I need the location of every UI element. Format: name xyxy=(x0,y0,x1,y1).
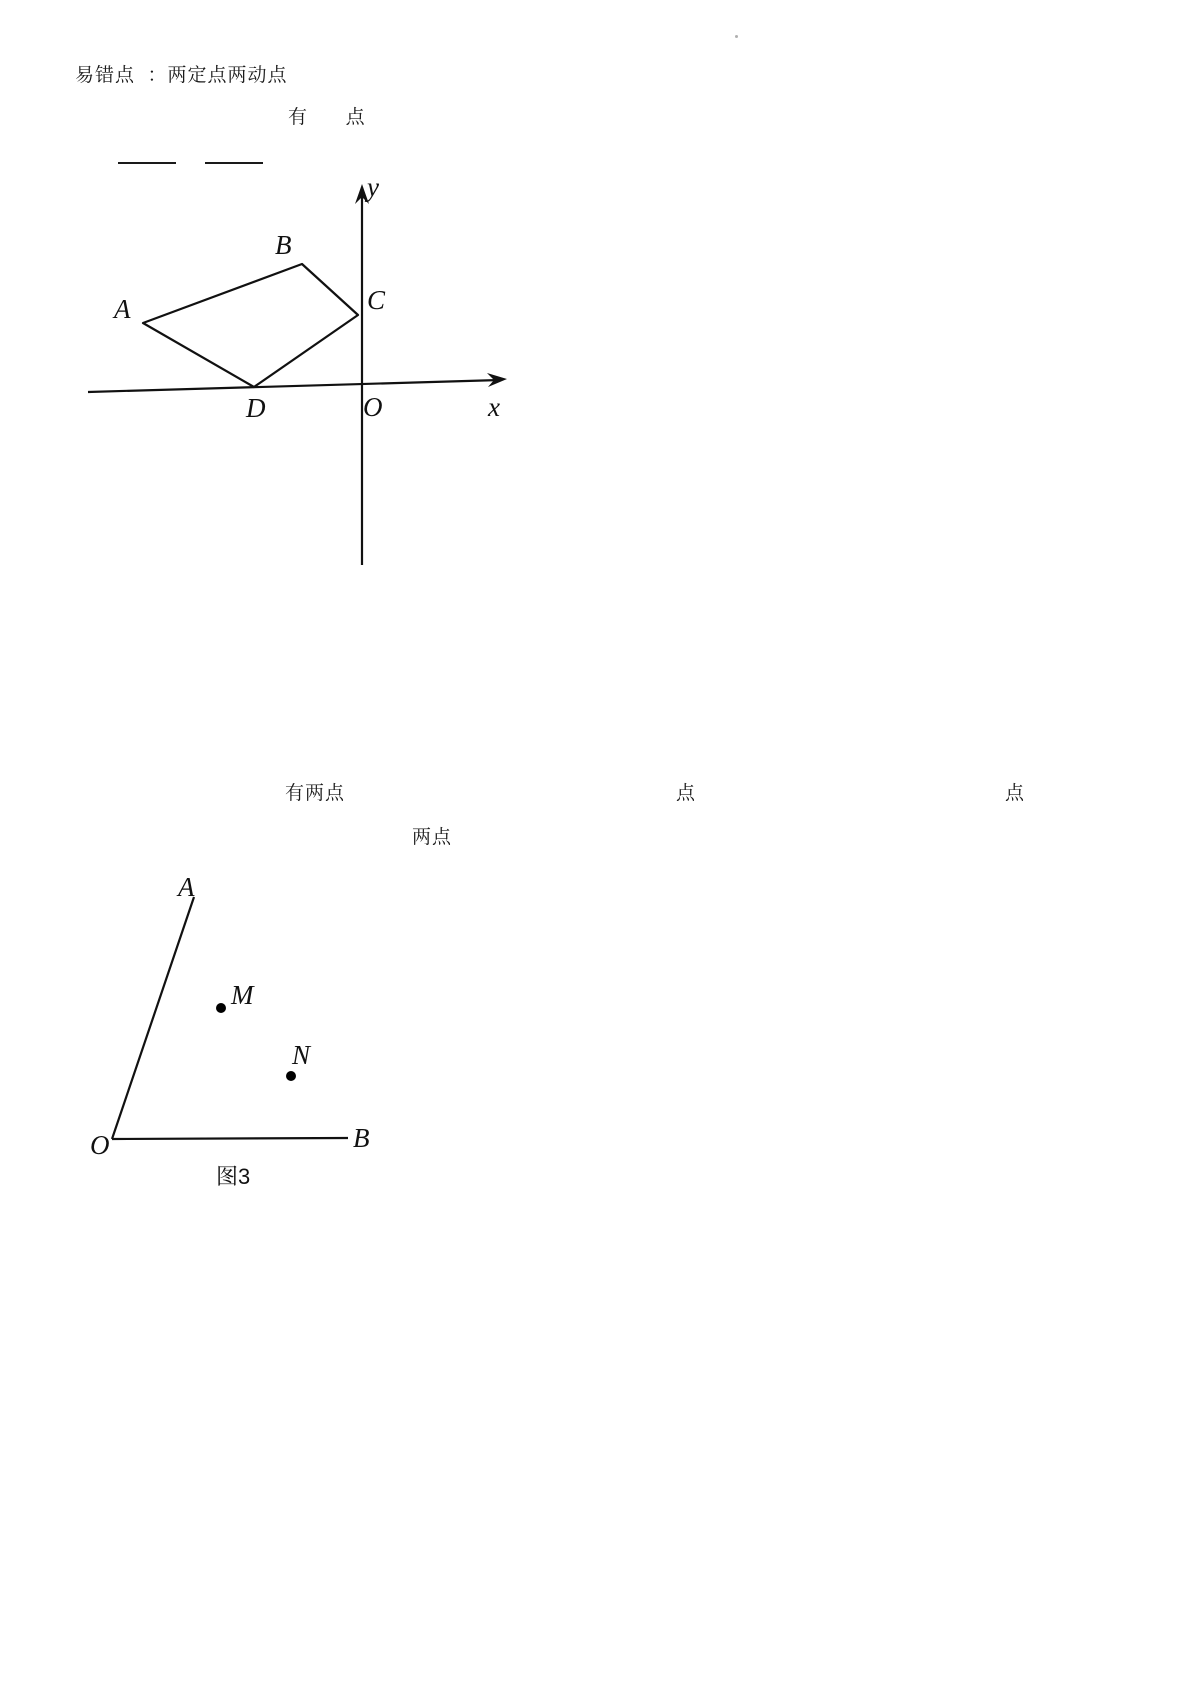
figure2-label-b: B xyxy=(353,1123,370,1153)
point-n-dot xyxy=(286,1071,296,1081)
subtitle-line: 有 点 xyxy=(288,107,366,128)
page-speck xyxy=(735,35,738,38)
figure-angle-two-points xyxy=(90,872,410,1189)
figure1-label-b: B xyxy=(275,230,292,260)
figure2-label-m: M xyxy=(231,980,254,1010)
figure1-label-o: O xyxy=(363,392,383,422)
figure1-label-a: A xyxy=(114,294,131,324)
figure1-label-c: C xyxy=(367,285,386,315)
mid-text-b: 点 xyxy=(676,783,697,804)
mid-text-d: 两点 xyxy=(412,827,453,848)
figure1-label-x: x xyxy=(488,392,500,422)
mid-text-a: 有两点 xyxy=(285,783,346,804)
figure1-label-y: y xyxy=(367,172,379,202)
point-m-dot xyxy=(216,1003,226,1013)
page-title: 易错点 ：两定点两动点 xyxy=(75,65,288,86)
figure2-label-a: A xyxy=(178,872,195,902)
figure2-caption: 图3 xyxy=(216,1164,251,1189)
figure1-label-d: D xyxy=(246,393,266,423)
mid-text-c: 点 xyxy=(1005,783,1026,804)
figure2-label-o: O xyxy=(90,1130,110,1160)
figure-coordinate-quadrilateral xyxy=(70,160,550,580)
figure2-label-n: N xyxy=(292,1040,311,1070)
